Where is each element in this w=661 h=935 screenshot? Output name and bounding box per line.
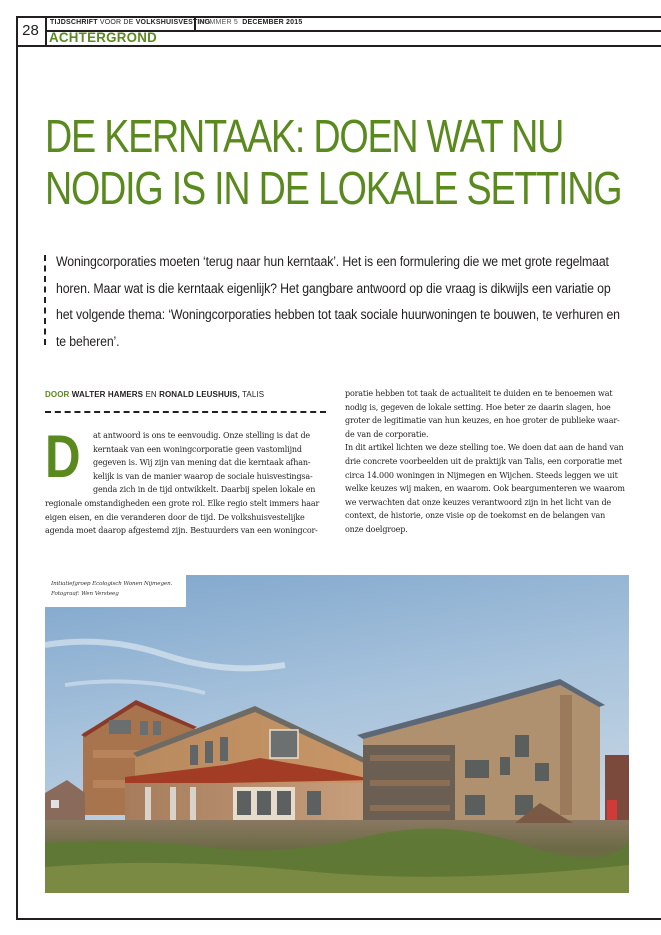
body-line: gegeven is. Wij zijn van mening dat die kerntaak afhan-	[93, 458, 311, 468]
header-page-number-divider	[45, 16, 47, 46]
body-line: agenda moet daarop afgestemd zijn. Bestuurders van een woningcor-	[45, 526, 318, 536]
byline-org: TALIS	[242, 390, 265, 399]
body-column-2	[345, 387, 630, 537]
photo-caption-line-2: Fotograaf: Wen Versteeg	[51, 591, 119, 597]
body-line: we verwachten dat onze keuzes verantwoord zijn in het licht van de	[345, 497, 612, 507]
byline-dashed-rule	[45, 411, 326, 413]
page-left-rule	[16, 16, 18, 920]
magazine-name-bold-1: TIJDSCHRIFT	[50, 19, 98, 26]
photo-caption-line-1: Initiatiefgroep Ecologisch Wonen Nijmegen.	[51, 581, 173, 587]
intro-line: Woningcorporaties moeten ‘terug naar hun kerntaak’. Het is een formulering die we met grote regelmaat	[56, 254, 609, 269]
body-line: poratie hebben tot taak de actualiteit te duiden en te benoemen wat	[345, 389, 613, 398]
byline	[45, 390, 264, 399]
body-line: In dit artikel lichten we deze stelling toe. We doen dat aan de hand van	[345, 443, 624, 453]
intro-line: horen. Maar wat is die kerntaak eigenlijk? Het gangbare antwoord op die vraag is dikwijls een variatie op	[56, 280, 611, 296]
article-photo	[45, 575, 629, 893]
body-line: nodig is, gegeven de lokale setting. Hoe beter ze daarin slagen, hoe	[345, 402, 611, 412]
magazine-name	[50, 18, 210, 28]
page-number: 28	[22, 22, 39, 39]
body-line: de van de corporatie.	[345, 429, 429, 439]
header-bottom-rule	[16, 45, 661, 47]
article-title-line-2: NODIG IS IN DE LOKALE SETTING	[45, 162, 622, 214]
issue-info	[199, 18, 302, 28]
drop-cap: D	[45, 423, 81, 490]
byline-door: DOOR	[45, 390, 70, 399]
article-title	[45, 110, 652, 214]
body-line: regionale omstandigheden een grote rol. Elke regio stelt immers haar	[45, 498, 320, 508]
article-intro	[56, 249, 645, 355]
issue-date: DECEMBER 2015	[242, 19, 303, 26]
body-line: kerntaak van een woningcorporatie geen vastomlijnd	[93, 444, 302, 454]
body-line: groter de legitimatie van hun keuzes, en hoe groter de publieke waar-	[345, 416, 620, 426]
footer-rule	[16, 918, 661, 920]
article-title-line-1: DE KERNTAAK: DOEN WAT NU	[45, 110, 564, 162]
photo-caption	[51, 579, 172, 599]
magazine-name-bold-2: VOLKSHUISVESTING	[135, 19, 211, 26]
body-line: drie concrete voorbeelden uit de praktijk van Talis, een corporatie met	[345, 456, 623, 466]
magazine-name-light: VOOR DE	[97, 19, 136, 26]
body-line: at antwoord is ons te eenvoudig. Onze stelling is dat de	[93, 431, 311, 440]
byline-author-1: WALTER HAMERS	[71, 390, 144, 399]
byline-and: EN	[145, 390, 157, 399]
body-column-1	[45, 423, 330, 538]
body-line: circa 14.000 woningen in Nijmegen en Wijchen. Steeds leggen we uit	[345, 470, 618, 480]
body-line: onze doelgroep.	[345, 524, 408, 534]
byline-author-2: RONALD LEUSHUIS,	[159, 390, 240, 399]
body-line: kelijk is van de manier waarop de sociale huisvestingsa-	[93, 471, 313, 481]
body-line: eigen eisen, en die veranderen door de tijd. De volkshuisvestelijke	[45, 512, 305, 522]
body-line: welke keuzes wij maken, en waarom. Ook beargumenteren we waarom	[345, 484, 625, 494]
intro-line: het volgende thema: ‘Woningcorporaties hebben tot taak sociale huurwoningen te bouwen, te verhuren en	[56, 307, 620, 322]
section-label: ACHTERGROND	[49, 29, 158, 45]
body-line: genda zich in de tijd ontwikkelt. Daarbij spelen lokale en	[93, 485, 316, 495]
intro-line: te beheren’.	[56, 333, 120, 349]
issue-number: NUMMER 5	[199, 19, 238, 26]
body-line: context, de historie, onze visie op de toekomst en de belangen van	[345, 511, 606, 521]
intro-dashed-bar	[44, 255, 46, 345]
